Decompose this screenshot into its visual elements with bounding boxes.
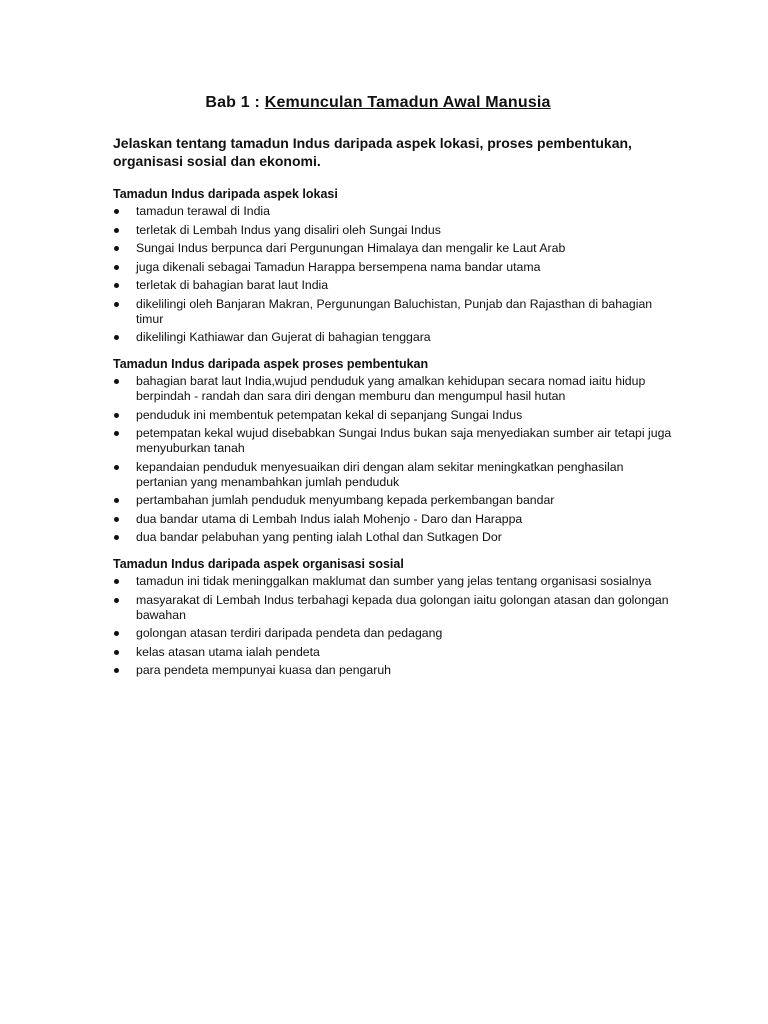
bullet-icon — [114, 465, 119, 470]
bullet-icon — [114, 335, 119, 340]
bullet-icon — [114, 535, 119, 540]
bullet-icon — [114, 413, 119, 418]
list-item-text: bahagian barat laut India,wujud penduduk yang amalkan kehidupan secara nomad iaitu hidup berpindah - randah dan sara diri dengan memburu dan mengumpul hasil hutan — [136, 374, 646, 403]
list-item — [113, 330, 673, 345]
list-item-text: tamadun terawal di India — [136, 204, 270, 218]
section-heading: Tamadun Indus daripada aspek lokasi — [113, 187, 338, 201]
list-item-text: golongan atasan terdiri daripada pendeta dan pedagang — [136, 626, 443, 640]
list-item-text: terletak di Lembah Indus yang disaliri oleh Sungai Indus — [136, 222, 441, 237]
list-item — [113, 626, 673, 641]
list-item — [113, 574, 673, 589]
list-item-text: masyarakat di Lembah Indus terbahagi kepada dua golongan iaitu golongan atasan dan golongan bawahan — [136, 592, 669, 622]
list-item-text: tamadun ini tidak meninggalkan maklumat dan sumber yang jelas tentang organisasi sosialnya — [136, 574, 652, 588]
bullet-icon — [114, 517, 119, 522]
bullet-icon — [114, 228, 119, 233]
list-item — [113, 530, 673, 545]
list-item-text: kelas atasan utama ialah pendeta — [136, 644, 320, 659]
list-item-text: dikelilingi oleh Banjaran Makran, Pergunungan Baluchistan, Punjab dan Rajasthan di bahagian timur — [136, 296, 653, 326]
list-item-text: terletak di bahagian barat laut India — [136, 278, 329, 292]
list-item-text: dua bandar pelabuhan yang penting ialah Lothal dan Sutkagen Dor — [136, 530, 502, 544]
list-item-text: para pendeta mempunyai kuasa dan pengaruh — [136, 663, 392, 677]
bullet-icon — [114, 379, 119, 384]
list-item — [113, 593, 673, 623]
section-lokasi — [113, 186, 673, 345]
bullet-list — [113, 204, 673, 345]
list-item-text: petempatan kekal wujud disebabkan Sungai Indus bukan saja menyediakan sumber air tetapi juga menyuburkan tanah — [136, 426, 672, 455]
title-chapter-name: Kemunculan Tamadun Awal Manusia — [264, 94, 551, 111]
list-item — [113, 408, 673, 423]
list-item — [113, 241, 673, 256]
list-item — [113, 260, 673, 275]
section-heading: Tamadun Indus daripada aspek organisasi sosial — [113, 557, 404, 571]
bullet-icon — [114, 598, 119, 603]
bullet-icon — [114, 498, 119, 503]
bullet-icon — [114, 579, 119, 584]
list-item-text: juga dikenali sebagai Tamadun Harappa bersempena nama bandar utama — [136, 259, 541, 274]
list-item — [113, 278, 673, 293]
bullet-list — [113, 574, 673, 678]
bullet-list — [113, 374, 673, 545]
bullet-icon — [114, 209, 119, 214]
bullet-icon — [114, 431, 119, 436]
bullet-icon — [114, 283, 119, 288]
list-item — [113, 204, 673, 219]
list-item — [113, 493, 673, 508]
list-item-text: kepandaian penduduk menyesuaikan diri dengan alam sekitar meningkatkan penghasilan pertanian yang menambahkan jumlah penduduk — [136, 459, 624, 489]
bullet-icon — [114, 265, 119, 270]
list-item — [113, 460, 673, 490]
list-item — [113, 645, 673, 660]
page-title — [113, 94, 643, 112]
bullet-icon — [114, 650, 119, 655]
bullet-icon — [114, 246, 119, 251]
list-item — [113, 297, 673, 327]
section-organisasi-sosial — [113, 556, 673, 678]
bullet-icon — [114, 668, 119, 673]
list-item-text: penduduk ini membentuk petempatan kekal di sepanjang Sungai Indus — [136, 407, 523, 422]
section-proses-pembentukan — [113, 356, 673, 545]
list-item — [113, 663, 673, 678]
bullet-icon — [114, 631, 119, 636]
list-item-text: pertambahan jumlah penduduk menyumbang kepada perkembangan bandar — [136, 493, 555, 507]
list-item-text: dua bandar utama di Lembah Indus ialah Mohenjo - Daro dan Harappa — [136, 511, 523, 526]
list-item — [113, 426, 673, 456]
section-heading: Tamadun Indus daripada aspek proses pembentukan — [113, 357, 429, 371]
essay-question: Jelaskan tentang tamadun Indus daripada aspek lokasi, proses pembentukan, organisasi sosial dan ekonomi. — [113, 135, 632, 169]
list-item-text: dikelilingi Kathiawar dan Gujerat di bahagian tenggara — [136, 330, 431, 344]
list-item — [113, 512, 673, 527]
list-item-text: Sungai Indus berpunca dari Pergunungan Himalaya dan mengalir ke Laut Arab — [136, 241, 566, 255]
title-prefix: Bab 1 : — [205, 94, 265, 111]
bullet-icon — [114, 302, 119, 307]
list-item — [113, 374, 673, 404]
document-content — [113, 94, 673, 689]
list-item — [113, 223, 673, 238]
